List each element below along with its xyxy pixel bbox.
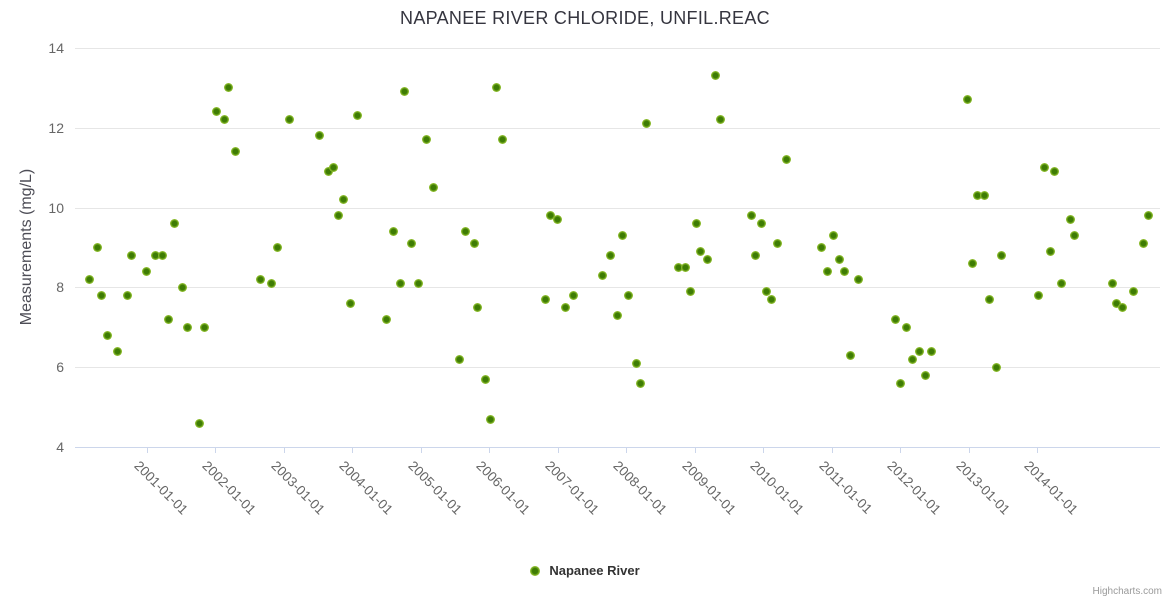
data-point[interactable]	[170, 219, 179, 228]
x-axis-label: 2005-01-01	[405, 458, 465, 518]
data-point[interactable]	[389, 227, 398, 236]
data-point[interactable]	[1144, 211, 1153, 220]
x-axis-tick	[284, 447, 285, 453]
data-point[interactable]	[429, 183, 438, 192]
data-point[interactable]	[1057, 279, 1066, 288]
y-axis-title: Measurements (mg/L)	[18, 168, 35, 326]
x-axis-tick	[626, 447, 627, 453]
data-point[interactable]	[470, 239, 479, 248]
x-axis-label: 2014-01-01	[1021, 458, 1082, 518]
data-point[interactable]	[692, 219, 701, 228]
y-axis-label: 4	[56, 439, 64, 455]
y-gridline	[75, 48, 1160, 49]
data-point[interactable]	[473, 303, 482, 312]
x-axis-label: 2001-01-01	[131, 458, 191, 518]
data-point[interactable]	[1034, 291, 1043, 300]
x-axis-tick	[695, 447, 696, 453]
data-point[interactable]	[757, 219, 766, 228]
x-axis-label: 2007-01-01	[542, 458, 602, 518]
data-point[interactable]	[980, 191, 989, 200]
data-point[interactable]	[896, 379, 905, 388]
data-point[interactable]	[195, 419, 204, 428]
x-axis-tick	[1037, 447, 1038, 453]
x-axis-label: 2012-01-01	[884, 458, 945, 518]
data-point[interactable]	[200, 323, 209, 332]
x-axis-label: 2002-01-01	[199, 458, 260, 518]
x-axis-label: 2009-01-01	[679, 458, 739, 518]
data-point[interactable]	[414, 279, 423, 288]
data-point[interactable]	[696, 247, 705, 256]
data-point[interactable]	[346, 299, 355, 308]
data-point[interactable]	[767, 295, 776, 304]
data-point[interactable]	[486, 415, 495, 424]
data-point[interactable]	[164, 315, 173, 324]
data-point[interactable]	[113, 347, 122, 356]
x-axis-tick	[969, 447, 970, 453]
data-point[interactable]	[1139, 239, 1148, 248]
y-axis-label: 12	[48, 119, 64, 136]
x-axis-label: 2004-01-01	[336, 458, 397, 518]
data-point[interactable]	[1129, 287, 1138, 296]
data-point[interactable]	[963, 95, 972, 104]
data-point[interactable]	[997, 251, 1006, 260]
data-point[interactable]	[103, 331, 112, 340]
data-point[interactable]	[846, 351, 855, 360]
x-axis-tick	[147, 447, 148, 453]
y-gridline	[75, 287, 1160, 288]
data-point[interactable]	[569, 291, 578, 300]
data-point[interactable]	[422, 135, 431, 144]
data-point[interactable]	[158, 251, 167, 260]
x-axis-label: 2006-01-01	[473, 458, 534, 518]
data-point[interactable]	[686, 287, 695, 296]
data-point[interactable]	[382, 315, 391, 324]
data-point[interactable]	[921, 371, 930, 380]
data-point[interactable]	[97, 291, 106, 300]
x-axis-label: 2011-01-01	[816, 458, 875, 517]
chart-title: NAPANEE RIVER CHLORIDE, UNFIL.REAC	[400, 8, 770, 28]
x-axis-tick	[352, 447, 353, 453]
x-axis-label: 2003-01-01	[268, 458, 328, 518]
x-axis-line	[75, 447, 1160, 448]
data-point[interactable]	[773, 239, 782, 248]
data-point[interactable]	[915, 347, 924, 356]
data-point[interactable]	[498, 135, 507, 144]
data-point[interactable]	[1046, 247, 1055, 256]
data-point[interactable]	[353, 111, 362, 120]
data-point[interactable]	[481, 375, 490, 384]
data-point[interactable]	[85, 275, 94, 284]
data-point[interactable]	[817, 243, 826, 252]
data-point[interactable]	[927, 347, 936, 356]
x-axis-tick	[763, 447, 764, 453]
data-point[interactable]	[127, 251, 136, 260]
y-axis-label: 14	[48, 40, 64, 56]
y-gridline	[75, 128, 1160, 129]
data-point[interactable]	[636, 379, 645, 388]
data-point[interactable]	[492, 83, 501, 92]
data-point[interactable]	[908, 355, 917, 364]
data-point[interactable]	[751, 251, 760, 260]
data-point[interactable]	[461, 227, 470, 236]
data-point[interactable]	[618, 231, 627, 240]
x-axis-label: 2008-01-01	[610, 458, 671, 518]
data-point[interactable]	[835, 255, 844, 264]
data-point[interactable]	[782, 155, 791, 164]
x-axis-tick	[832, 447, 833, 453]
data-point[interactable]	[183, 323, 192, 332]
data-point[interactable]	[854, 275, 863, 284]
data-point[interactable]	[553, 215, 562, 224]
x-axis-tick	[900, 447, 901, 453]
legend-item-napanee-river[interactable]	[530, 563, 639, 578]
data-point[interactable]	[273, 243, 282, 252]
data-point[interactable]	[747, 211, 756, 220]
series-marker-icon	[530, 566, 540, 576]
data-point[interactable]	[212, 107, 221, 116]
data-point[interactable]	[220, 115, 229, 124]
data-point[interactable]	[902, 323, 911, 332]
data-point[interactable]	[613, 311, 622, 320]
x-axis-tick	[489, 447, 490, 453]
data-point[interactable]	[334, 211, 343, 220]
x-axis-tick	[558, 447, 559, 453]
x-axis-label: 2010-01-01	[747, 458, 808, 518]
data-point[interactable]	[1070, 231, 1079, 240]
y-axis-label: 8	[56, 279, 64, 296]
data-point[interactable]	[632, 359, 641, 368]
data-point[interactable]	[598, 271, 607, 280]
data-point[interactable]	[823, 267, 832, 276]
data-point[interactable]	[285, 115, 294, 124]
data-point[interactable]	[1066, 215, 1075, 224]
data-point[interactable]	[840, 267, 849, 276]
y-gridline	[75, 208, 1160, 209]
data-point[interactable]	[400, 87, 409, 96]
data-point[interactable]	[231, 147, 240, 156]
data-point[interactable]	[1040, 163, 1049, 172]
data-point[interactable]	[992, 363, 1001, 372]
data-point[interactable]	[624, 291, 633, 300]
data-point[interactable]	[561, 303, 570, 312]
data-point[interactable]	[1108, 279, 1117, 288]
data-point[interactable]	[455, 355, 464, 364]
data-point[interactable]	[968, 259, 977, 268]
data-point[interactable]	[315, 131, 324, 140]
data-point[interactable]	[541, 295, 550, 304]
x-axis-tick	[215, 447, 216, 453]
data-point[interactable]	[829, 231, 838, 240]
data-point[interactable]	[339, 195, 348, 204]
legend-label: Napanee River	[549, 563, 640, 578]
data-point[interactable]	[267, 279, 276, 288]
data-point[interactable]	[711, 71, 720, 80]
data-point[interactable]	[1118, 303, 1127, 312]
data-point[interactable]	[178, 283, 187, 292]
data-point[interactable]	[985, 295, 994, 304]
highcharts-credits-link[interactable]: Highcharts.com	[1092, 586, 1162, 597]
data-point[interactable]	[142, 267, 151, 276]
data-point[interactable]	[891, 315, 900, 324]
data-point[interactable]	[716, 115, 725, 124]
data-point[interactable]	[93, 243, 102, 252]
data-point[interactable]	[681, 263, 690, 272]
data-point[interactable]	[1050, 167, 1059, 176]
data-point[interactable]	[224, 83, 233, 92]
y-axis-label: 10	[48, 199, 64, 216]
data-point[interactable]	[256, 275, 265, 284]
data-point[interactable]	[606, 251, 615, 260]
data-point[interactable]	[407, 239, 416, 248]
data-point[interactable]	[123, 291, 132, 300]
data-point[interactable]	[329, 163, 338, 172]
x-axis-tick	[421, 447, 422, 453]
legend	[0, 563, 1170, 578]
y-axis-label: 6	[56, 359, 64, 376]
x-axis-label: 2013-01-01	[953, 458, 1013, 518]
data-point[interactable]	[703, 255, 712, 264]
